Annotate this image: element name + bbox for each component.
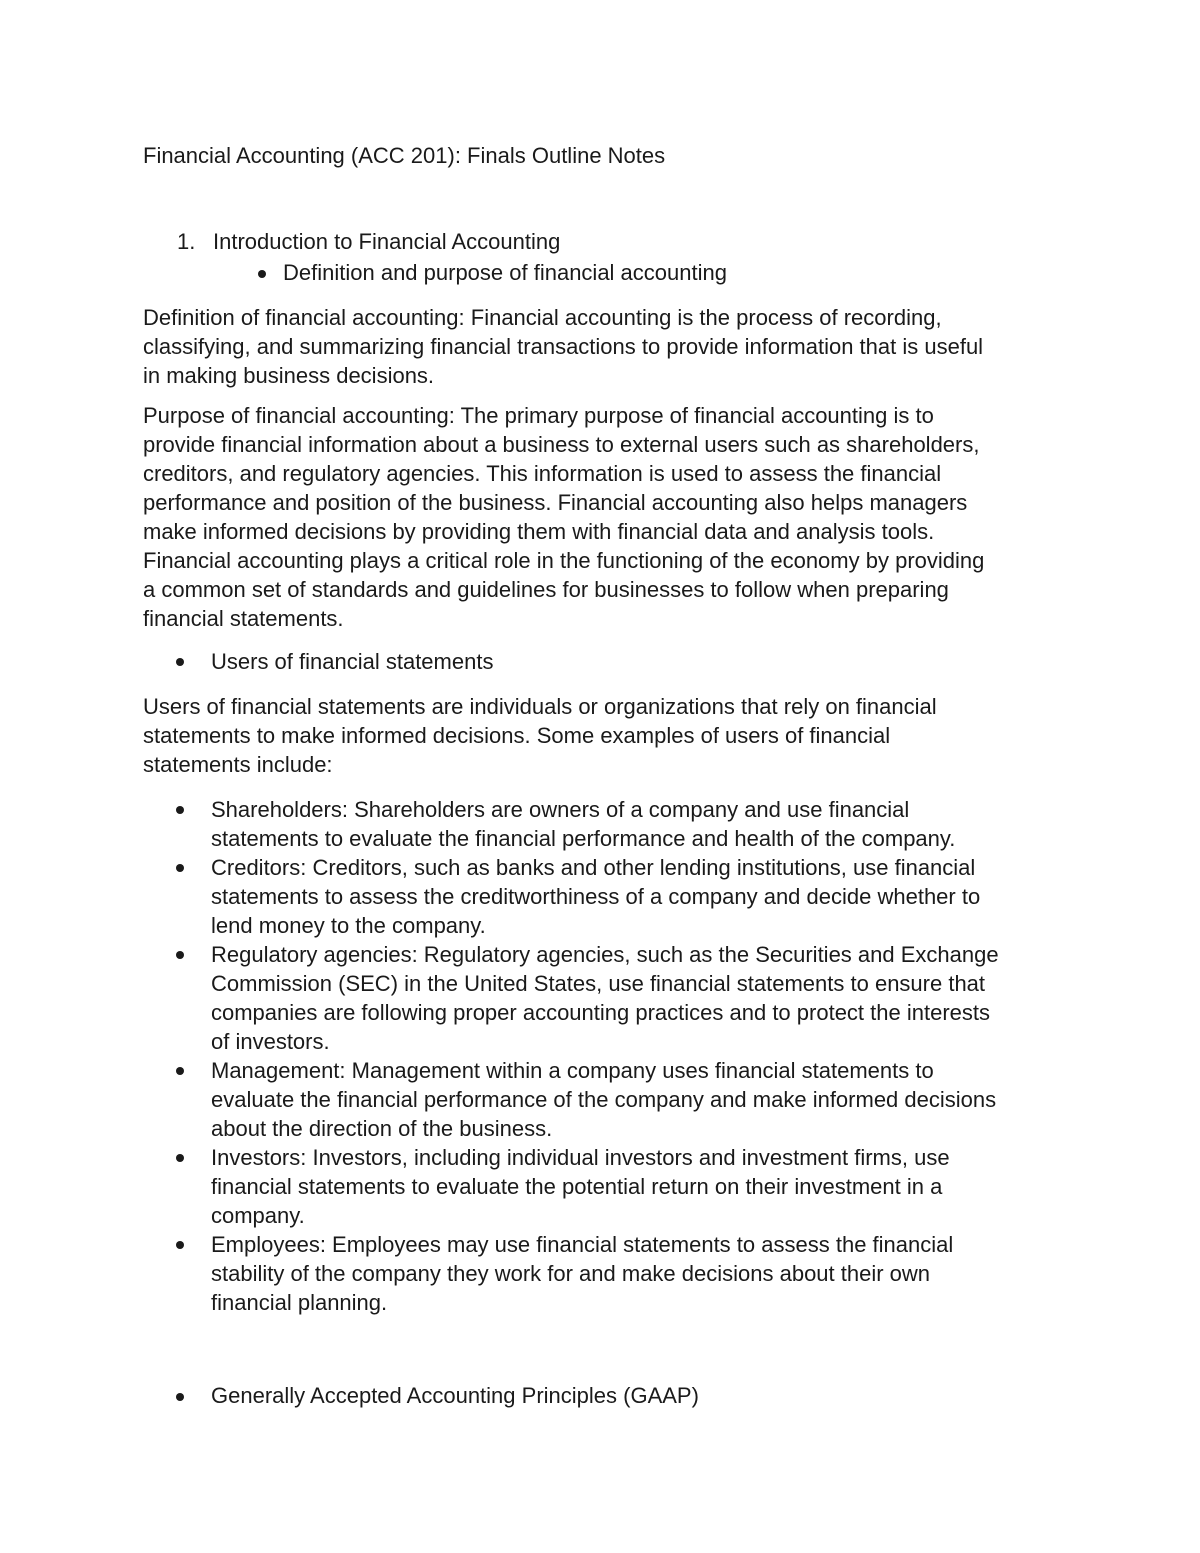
list-item-shareholders — [143, 795, 1063, 853]
subbullet-definition-purpose: Definition and purpose of financial accounting — [283, 260, 727, 285]
bullet-icon — [176, 658, 184, 666]
list-item-line: financial statements to evaluate the potential return on their investment in a — [211, 1174, 943, 1199]
list-item-line: Creditors: Creditors, such as banks and other lending institutions, use financial — [211, 855, 976, 880]
paragraph-line: classifying, and summarizing financial transactions to provide information that is useful — [143, 334, 984, 359]
list-item-line: Commission (SEC) in the United States, use financial statements to ensure that — [211, 971, 986, 996]
users-list — [143, 795, 1063, 1317]
section-heading-text: Introduction to Financial Accounting — [213, 229, 561, 254]
list-item-employees — [143, 1230, 1063, 1317]
bullet-gaap: Generally Accepted Accounting Principles (GAAP) — [211, 1383, 699, 1408]
bullet-users-of-financial-statements: Users of financial statements — [211, 649, 494, 674]
paragraph-line: Definition of financial accounting: Financial accounting is the process of recording, — [143, 305, 942, 330]
definition-paragraph — [143, 303, 1063, 390]
bullet-icon — [176, 1393, 184, 1401]
paragraph-line: creditors, and regulatory agencies. This information is used to assess the financial — [143, 461, 942, 486]
paragraph-line: make informed decisions by providing them with financial data and analysis tools. — [143, 519, 935, 544]
section-heading-1 — [177, 227, 560, 256]
bullet-icon — [176, 864, 184, 872]
list-item-investors — [143, 1143, 1063, 1230]
paragraph-line: statements include: — [143, 752, 333, 777]
list-item-line: companies are following proper accounting practices and to protect the interests — [211, 1000, 990, 1025]
list-item-line: financial planning. — [211, 1290, 388, 1315]
purpose-paragraph — [143, 401, 1063, 633]
paragraph-line: in making business decisions. — [143, 363, 435, 388]
list-item-line: about the direction of the business. — [211, 1116, 553, 1141]
list-item-line: Regulatory agencies: Regulatory agencies, such as the Securities and Exchange — [211, 942, 999, 967]
users-paragraph — [143, 692, 1063, 779]
list-item-line: stability of the company they work for and make decisions about their own — [211, 1261, 931, 1286]
bullet-icon — [176, 951, 184, 959]
list-item-management — [143, 1056, 1063, 1143]
paragraph-line: provide financial information about a business to external users such as shareholders, — [143, 432, 980, 457]
paragraph-line: a common set of standards and guidelines for businesses to follow when preparing — [143, 577, 949, 602]
bullet-icon — [176, 1154, 184, 1162]
list-item-line: Investors: Investors, including individual investors and investment firms, use — [211, 1145, 950, 1170]
bullet-icon — [258, 270, 266, 278]
paragraph-line: Users of financial statements are individuals or organizations that rely on financial — [143, 694, 937, 719]
list-item-line: evaluate the financial performance of the company and make informed decisions — [211, 1087, 997, 1112]
list-item-line: Employees: Employees may use financial statements to assess the financial — [211, 1232, 954, 1257]
bullet-icon — [176, 1241, 184, 1249]
section-number: 1. — [177, 229, 196, 254]
paragraph-line: Financial accounting plays a critical role in the functioning of the economy by providing — [143, 548, 985, 573]
paragraph-line: Purpose of financial accounting: The primary purpose of financial accounting is to — [143, 403, 934, 428]
list-item-line: lend money to the company. — [211, 913, 486, 938]
bullet-icon — [176, 806, 184, 814]
list-item-line: Management: Management within a company uses financial statements to — [211, 1058, 934, 1083]
list-item-creditors — [143, 853, 1063, 940]
list-item-regulatory-agencies — [143, 940, 1063, 1056]
bullet-icon — [176, 1067, 184, 1075]
list-item-line: Shareholders: Shareholders are owners of a company and use financial — [211, 797, 910, 822]
paragraph-line: performance and position of the business. Financial accounting also helps managers — [143, 490, 968, 515]
paragraph-line: financial statements. — [143, 606, 344, 631]
list-item-line: statements to evaluate the financial performance and health of the company. — [211, 826, 956, 851]
list-item-line: statements to assess the creditworthiness of a company and decide whether to — [211, 884, 981, 909]
paragraph-line: statements to make informed decisions. Some examples of users of financial — [143, 723, 891, 748]
list-item-line: of investors. — [211, 1029, 330, 1054]
document-title: Financial Accounting (ACC 201): Finals Outline Notes — [143, 143, 666, 168]
list-item-line: company. — [211, 1203, 305, 1228]
